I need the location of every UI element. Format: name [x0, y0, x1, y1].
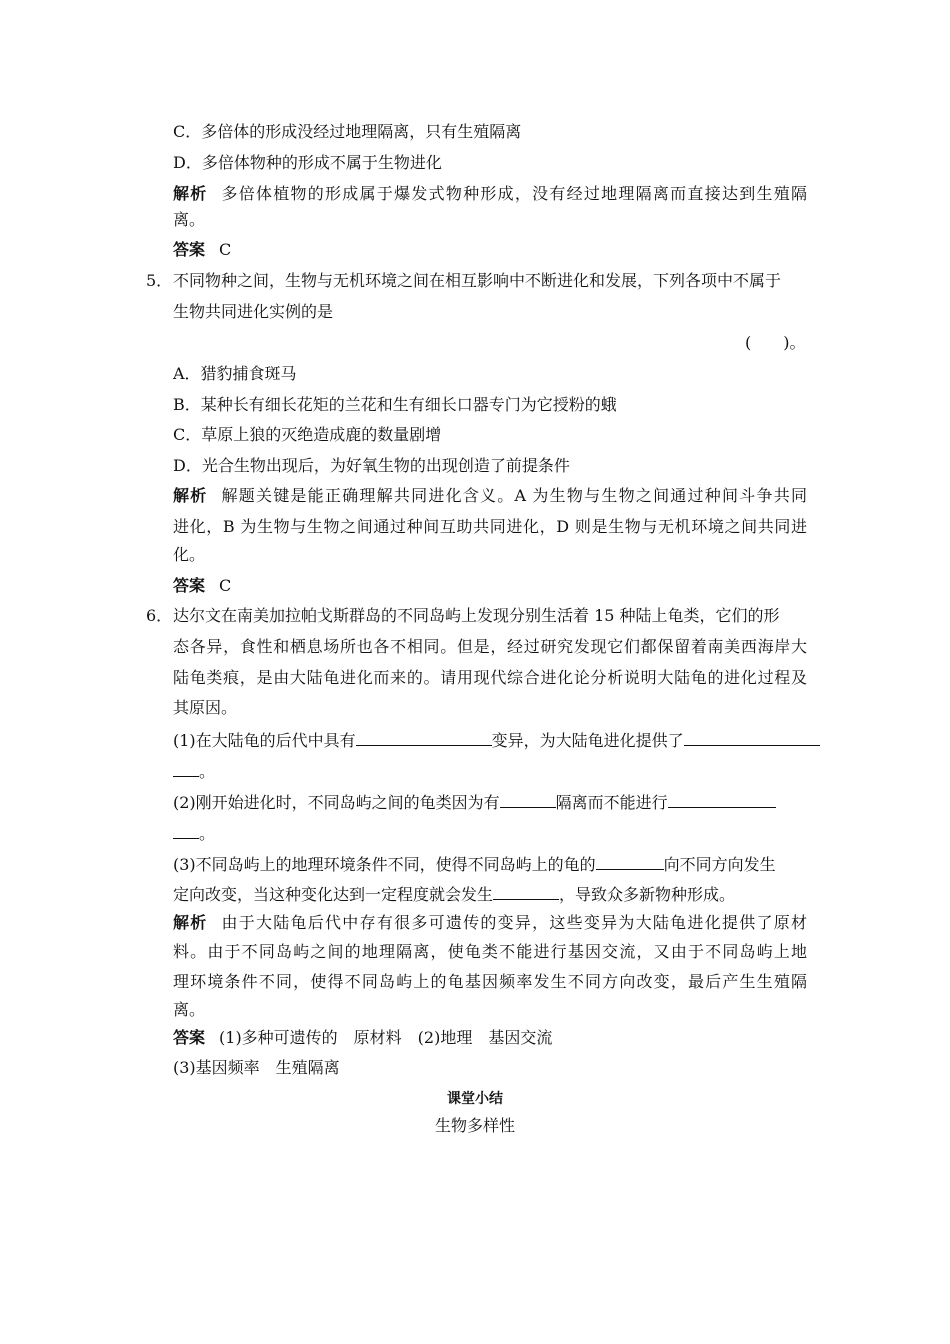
question-number: 5． — [146, 271, 173, 290]
q5-option-d: D．光合生物出现后，为好氧生物的出现创造了前提条件 — [173, 456, 570, 475]
q6-part2-end: 。 — [173, 822, 215, 844]
fill-blank — [668, 791, 776, 808]
q4-option-c: C．多倍体的形成没经过地理隔离，只有生殖隔离 — [173, 122, 522, 141]
q6-part2: (2)刚开始进化时，不同岛屿之间的龟类因为有 隔离而不能进行 — [173, 791, 776, 813]
q4-analysis-line1: 解析 多倍体植物的形成属于爆发式物种形成，没有经过地理隔离而直接达到生殖隔 — [173, 184, 807, 203]
q5-option-c: C．草原上狼的灭绝造成鹿的数量剧增 — [173, 425, 442, 444]
fill-blank — [493, 883, 559, 900]
question-number: 6． — [146, 606, 173, 625]
q5-answer: 答案 C — [173, 576, 232, 595]
q5-option-b: B．某种长有细长花矩的兰花和生有细长口器专门为它授粉的蛾 — [173, 395, 617, 414]
answer-label: 答案 — [173, 576, 206, 595]
q4-answer: 答案 C — [173, 240, 232, 259]
q6-part3-line2: 定向改变，当这种变化达到一定程度就会发生 ，导致众多新物种形成。 — [173, 885, 736, 904]
q5-option-a: A．猎豹捕食斑马 — [173, 364, 297, 383]
fill-blank — [684, 729, 820, 746]
q6-analysis-line1: 解析 由于大陆龟后代中存有很多可遗传的变异，这些变异为大陆龟进化提供了原材 — [173, 913, 807, 932]
q5-stem-line2: 生物共同进化实例的是 — [173, 302, 334, 321]
fill-blank — [356, 729, 492, 746]
q4-analysis-line2: 离。 — [173, 210, 206, 229]
answer-label: 答案 — [173, 240, 206, 259]
q5-analysis-line2: 进化，B 为生物与生物之间通过种间互助共同进化，D 则是生物与无机环境之间共同进 — [173, 517, 807, 536]
q6-analysis-line3: 理环境条件不同，使得不同岛屿上的龟基因频率发生不同方向改变，最后产生生殖隔 — [173, 972, 807, 991]
q6-stem-line4: 其原因。 — [173, 698, 238, 717]
fill-blank — [596, 853, 664, 870]
q6-analysis-line2: 料。由于不同岛屿之间的地理隔离，使龟类不能进行基因交流，又由于不同岛屿上地 — [173, 942, 807, 961]
fill-blank — [500, 791, 556, 808]
q6-answer-line1: 答案 (1)多种可遗传的 原材料 (2)地理 基因交流 — [173, 1028, 553, 1047]
q4-option-d: D．多倍体物种的形成不属于生物进化 — [173, 153, 442, 172]
q5-answer-paren: ( )。 — [745, 333, 806, 352]
q6-part3-line1: (3)不同岛屿上的地理环境条件不同，使得不同岛屿上的龟的 向不同方向发生 — [173, 855, 776, 874]
fill-blank — [173, 760, 199, 777]
q6-part1-end: 。 — [173, 760, 215, 782]
summary-heading: 课堂小结 — [447, 1091, 503, 1107]
analysis-label: 解析 — [173, 913, 208, 932]
q6-analysis-line4: 离。 — [173, 1000, 206, 1019]
summary-subheading: 生物多样性 — [434, 1116, 515, 1135]
q6-stem-line1: 6．达尔文在南美加拉帕戈斯群岛的不同岛屿上发现分别生活着 15 种陆上龟类，它们的形 — [146, 606, 780, 625]
q5-analysis-line3: 化。 — [173, 545, 206, 564]
q6-stem-line2: 态各异，食性和栖息场所也各不相同。但是，经过研究发现它们都保留着南美西海岸大 — [173, 637, 807, 656]
q6-part1: (1)在大陆龟的后代中具有 变异，为大陆龟进化提供了 — [173, 729, 820, 751]
q6-answer-line2: (3)基因频率 生殖隔离 — [173, 1058, 340, 1077]
q5-analysis-line1: 解析 解题关键是能正确理解共同进化含义。A 为生物与生物之间通过种间斗争共同 — [173, 486, 807, 505]
analysis-label: 解析 — [173, 486, 208, 505]
analysis-label: 解析 — [173, 184, 208, 203]
fill-blank — [173, 822, 199, 839]
answer-label: 答案 — [173, 1028, 206, 1047]
q5-stem-line1: 5．不同物种之间，生物与无机环境之间在相互影响中不断进化和发展，下列各项中不属于 — [146, 271, 782, 290]
q6-stem-line3: 陆龟类痕，是由大陆龟进化而来的。请用现代综合进化论分析说明大陆龟的进化过程及 — [173, 668, 807, 687]
